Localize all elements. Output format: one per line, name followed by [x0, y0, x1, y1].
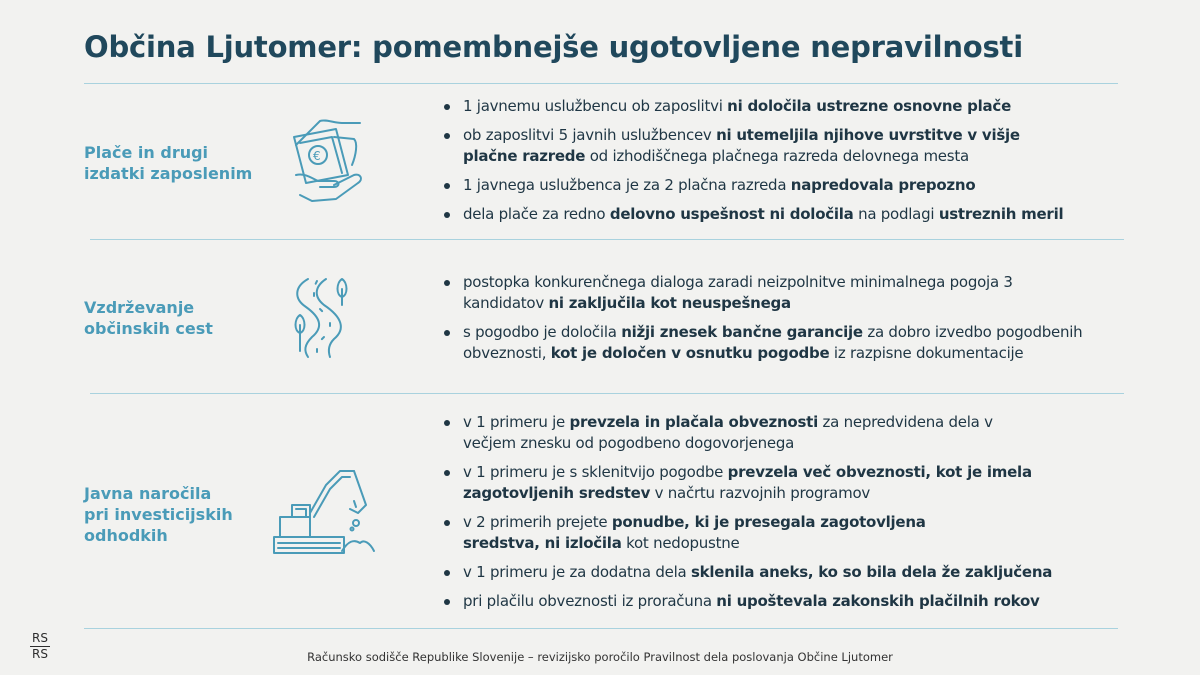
excavator-icon	[270, 465, 378, 557]
section-label-salaries: Plače in drugi izdatki zaposlenim	[84, 143, 253, 183]
list-item: 1 javnega uslužbenca je za 2 plačna razreda napredovala prepozno	[442, 175, 1092, 196]
emphasis-text: delovno uspešnost ni določila	[609, 205, 854, 223]
divider-2	[90, 393, 1124, 394]
emphasis-text: kot je določen v osnutku pogodbe	[550, 344, 830, 362]
emphasis-text: napredovala prepozno	[790, 176, 976, 194]
divider-bottom	[84, 628, 1118, 629]
emphasis-text: prevzela in plačala obveznosti	[569, 413, 818, 431]
bullet-list-roads	[442, 272, 1092, 364]
list-item: postopka konkurenčnega dialoga zaradi neizpolnitve minimalnega pogoja 3 kandidatov ni zaključila kot neuspešnega	[442, 272, 1022, 314]
list-item: v 2 primerih prejete ponudbe, ki je presegala zagotovljena sredstva, ni izločila kot nedopustne	[442, 512, 1002, 554]
emphasis-text: nižji znesek bančne garancije	[621, 323, 863, 341]
section-label-procurement: Javna naročila pri investicijskih odhodkih	[84, 484, 233, 545]
page-title: Občina Ljutomer: pomembnejše ugotovljene nepravilnosti	[84, 30, 1023, 64]
divider-1	[90, 239, 1124, 240]
svg-text:€: €	[313, 149, 321, 163]
bullet-list-procurement	[442, 412, 1092, 612]
emphasis-text: ni upoštevala zakonskih plačilnih rokov	[716, 592, 1040, 610]
road-icon	[290, 275, 366, 359]
emphasis-text: prevzela več obveznosti, kot je imela zagotovljenih sredstev	[463, 463, 1032, 502]
money-hands-icon	[290, 115, 370, 207]
bullet-list-salaries	[442, 96, 1092, 225]
emphasis-text: ni utemeljila njihove uvrstitve v višje plačne razrede	[463, 126, 1020, 165]
list-item: dela plače za redno delovno uspešnost ni določila na podlagi ustreznih meril	[442, 204, 1092, 225]
list-item: 1 javnemu uslužbencu ob zaposlitvi ni določila ustrezne osnovne plače	[442, 96, 1092, 117]
list-item: v 1 primeru je za dodatna dela sklenila aneks, ko so bila dela že zaključena	[442, 562, 1092, 583]
footer-source: Računsko sodišče Republike Slovenije – revizijsko poročilo Pravilnost dela poslovanja Občine Ljutomer	[307, 650, 893, 664]
list-item: v 1 primeru je s sklenitvijo pogodbe prevzela več obveznosti, kot je imela zagotovljenih sredstev v načrtu razvojnih programov	[442, 462, 1042, 504]
list-item: pri plačilu obveznosti iz proračuna ni upoštevala zakonskih plačilnih rokov	[442, 591, 1092, 612]
list-item: ob zaposlitvi 5 javnih uslužbencev ni utemeljila njihove uvrstitve v višje plačne razrede od izhodiščnega plačnega razreda delovnega mesta	[442, 125, 1032, 167]
divider-top	[84, 83, 1118, 84]
emphasis-text: ponudbe, ki je presegala zagotovljena sredstva, ni izločila	[463, 513, 926, 552]
list-item: s pogodbo je določila nižji znesek bančne garancije za dobro izvedbo pogodbenih obveznosti, kot je določen v osnutku pogodbe iz razpisne dokumentacije	[442, 322, 1087, 364]
list-item: v 1 primeru je prevzela in plačala obveznosti za nepredvidena dela v večjem znesku od pogodbeno dogovorjenega	[442, 412, 1042, 454]
rs-logo: RS RS	[30, 632, 50, 661]
emphasis-text: ustreznih meril	[938, 205, 1064, 223]
emphasis-text: ni določila ustrezne osnovne plače	[727, 97, 1011, 115]
section-label-roads: Vzdrževanje občinskih cest	[84, 298, 213, 338]
emphasis-text: ni zaključila kot neuspešnega	[548, 294, 791, 312]
emphasis-text: sklenila aneks, ko so bila dela že zaključena	[690, 563, 1053, 581]
